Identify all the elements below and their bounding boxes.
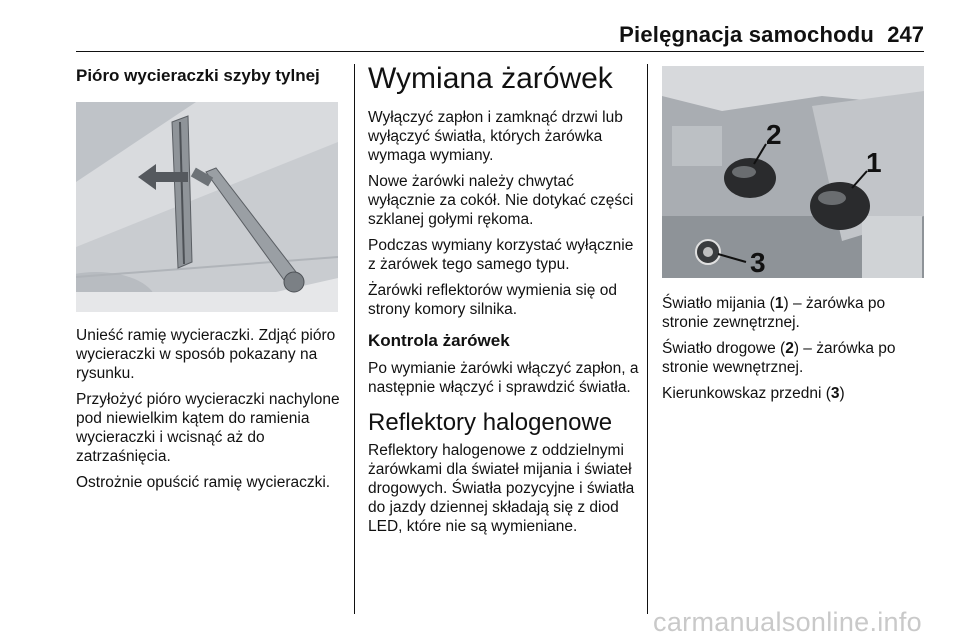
headlamp-bulbs-figure — [662, 66, 924, 278]
paragraph: Ostrożnie opuścić ramię wycieraczki. — [76, 474, 331, 491]
paragraph: Żarówki reflektorów wymienia się od strony komory silnika. — [368, 282, 617, 318]
chapter-title: Pielęgnacja samochodu — [619, 22, 874, 47]
watermark: carmanualsonline.info — [653, 607, 922, 637]
paragraph: Wyłączyć zapłon i zamknąć drzwi lub wyłączyć światła, których żarówka wymaga wymiany. — [368, 109, 623, 164]
bulb-item-low-beam: Światło mijania (1) – żarówka po stronie zewnętrznej. — [662, 295, 886, 331]
callout-2: 2 — [766, 119, 782, 150]
page-number: 247 — [887, 22, 924, 47]
section-title-rear-wiper: Pióro wycieraczki szyby tylnej — [76, 66, 320, 85]
subsection-title-bulb-check: Kontrola żarówek — [368, 331, 510, 350]
right-column — [662, 66, 924, 410]
paragraph: Reflektory halogenowe z oddzielnymi żarówkami dla świateł mijania i świateł drogowych. Światła pozycyjne i światła do jazdy dziennej składają się z diod LED, które nie są wymieniane. — [368, 442, 635, 535]
header-rule — [76, 51, 924, 52]
middle-column — [368, 62, 640, 543]
paragraph: Podczas wymiany korzystać wyłącznie z żarówek tego samego typu. — [368, 237, 634, 273]
bulb-item-indicator: Kierunkowskaz przedni (3) — [662, 385, 845, 402]
callout-1: 1 — [866, 147, 882, 178]
paragraph: Po wymianie żarówki włączyć zapłon, a następnie włączyć i sprawdzić światła. — [368, 360, 639, 396]
paragraph: Nowe żarówki należy chwytać wyłącznie za cokół. Nie dotykać części szklanej gołymi rękoma. — [368, 173, 634, 228]
left-column — [76, 66, 344, 499]
section-title-bulbs: Wymiana żarówek — [368, 62, 613, 95]
bulb-item-high-beam: Światło drogowe (2) – żarówka po stronie wewnętrznej. — [662, 340, 896, 376]
paragraph: Unieść ramię wycieraczki. Zdjąć pióro wycieraczki w sposób pokazany na rysunku. — [76, 327, 336, 382]
column-divider-2 — [647, 64, 648, 614]
rear-wiper-figure — [76, 102, 338, 312]
column-divider-1 — [354, 64, 355, 614]
paragraph: Przyłożyć pióro wycieraczki nachylone pod niewielkim kątem do ramienia wycieraczki i wcisnąć aż do zatrzaśnięcia. — [76, 391, 340, 465]
section-title-halogen: Reflektory halogenowe — [368, 409, 613, 436]
callout-3: 3 — [750, 247, 766, 278]
